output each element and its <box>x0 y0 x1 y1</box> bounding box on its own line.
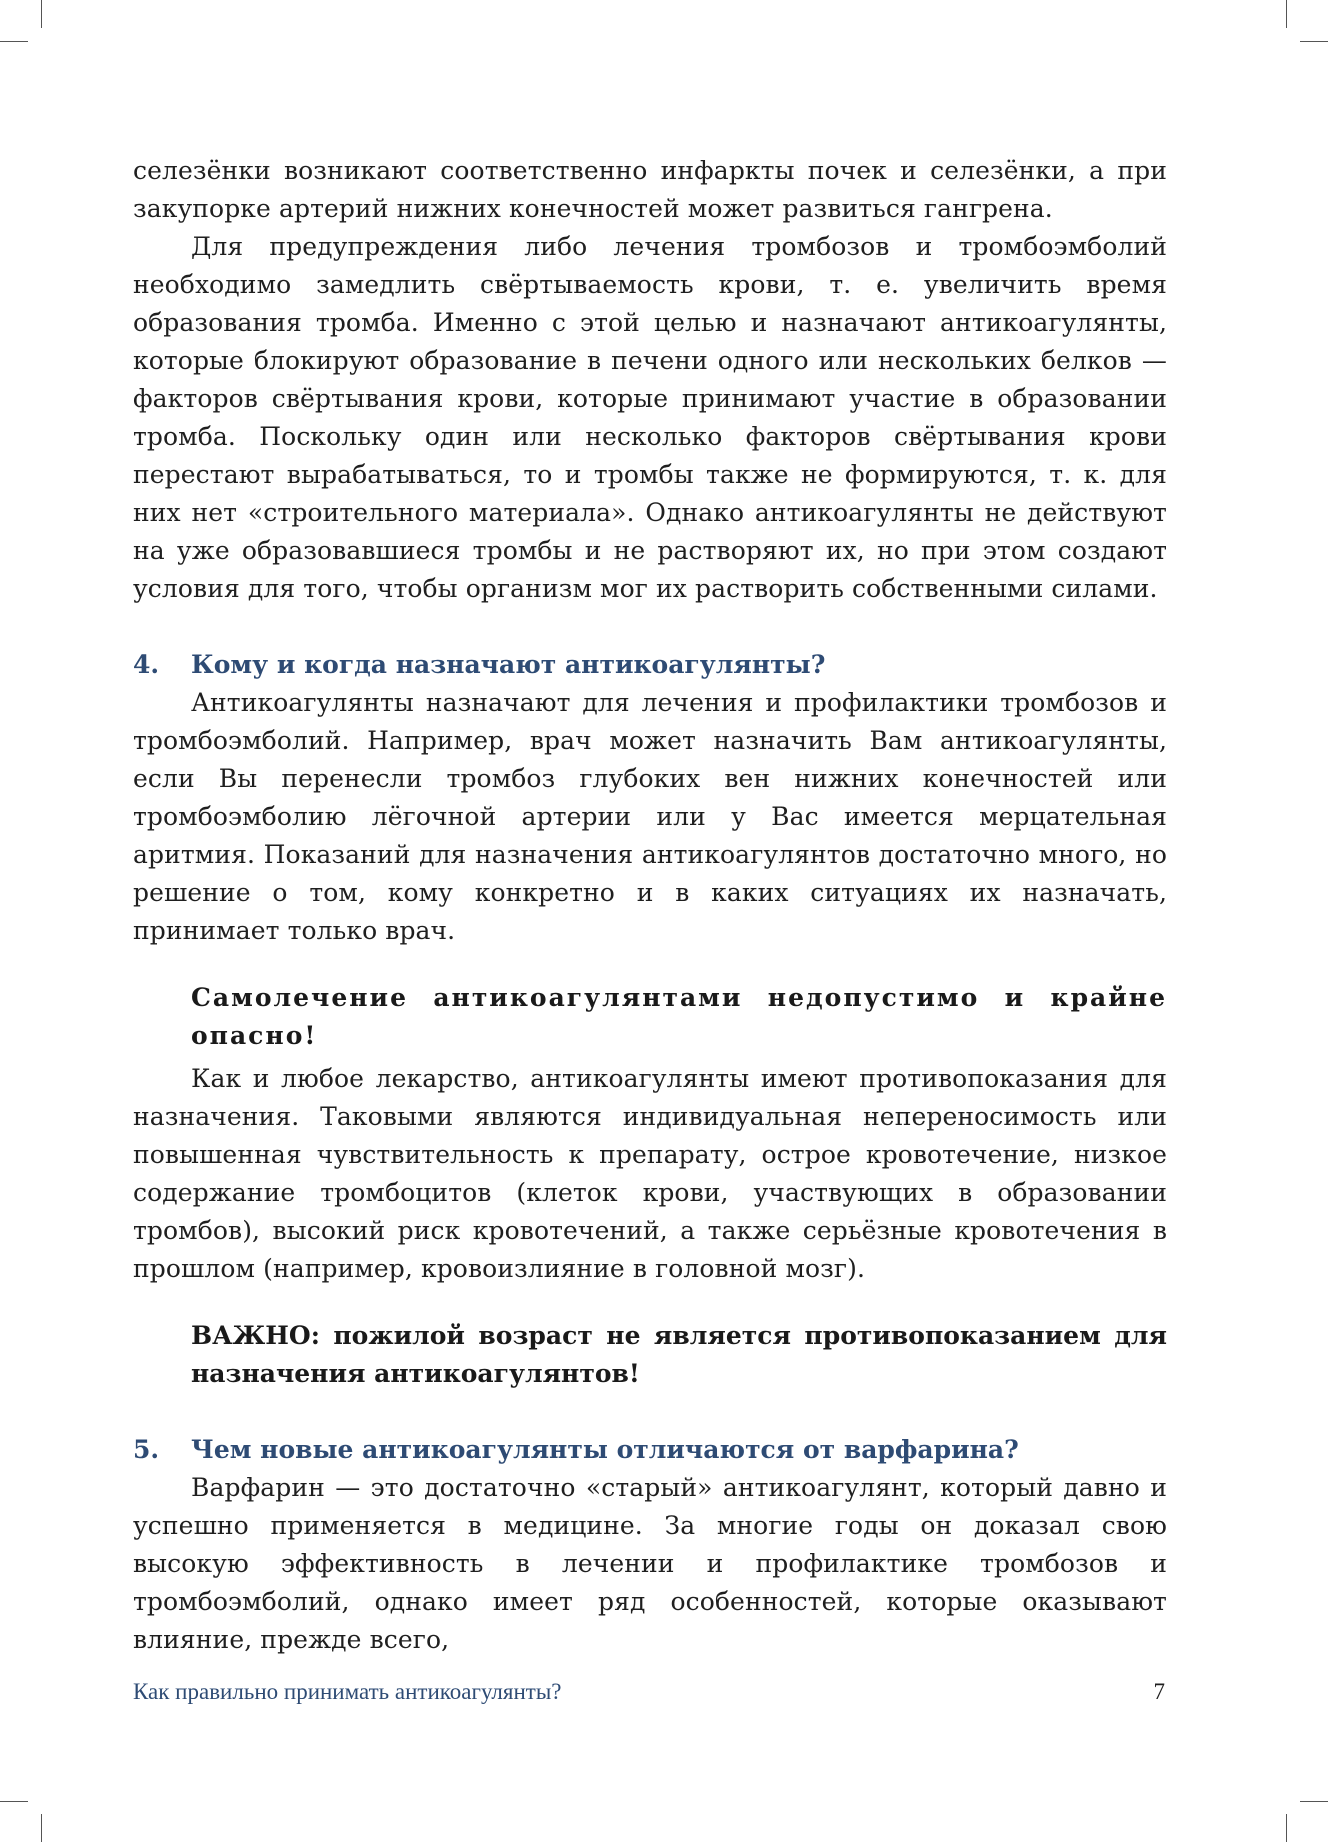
section-4-title: Кому и когда назначают антикоагулянты? <box>191 650 826 679</box>
crop-mark-bottom-left-h <box>0 1801 28 1802</box>
anticoagulants-paragraph: Для предупреждения либо лечения тромбозов и тромбоэмболий необходимо замедлить свёртываемость крови, т. е. увеличить время образования тромба. Именно с этой целью и назначают антикоагулянты, которые блокируют образование в печени одного или нескольких белков — факторов свёртывания крови, которые принимают участие в образовании тромба. Поскольку один или несколько факторов свёртывания крови перестают вырабатываться, то и тромбы также не формируются, т. к. для них нет «строительного материала». Однако антикоагулянты не действуют на уже образовавшиеся тромбы и не растворяют их, но при этом создают условия для того, чтобы организм мог их растворить собственными силами. <box>133 232 1167 603</box>
section-5-paragraph-1: Варфарин — это достаточно «старый» антикоагулянт, который давно и успешно применяется в медицине. За многие годы он доказал свою высокую эффективность в лечении и профилактике тромбозов и тромбоэмболий, однако имеет ряд особенностей, которые оказывают влияние, прежде всего, <box>133 1473 1167 1654</box>
crop-mark-bottom-right-v <box>1286 1814 1287 1842</box>
crop-mark-top-left-v <box>41 0 42 28</box>
crop-mark-top-right-h <box>1300 41 1328 42</box>
footer-title: Как правильно принимать антикоагулянты? <box>133 1679 562 1704</box>
self-treatment-warning: Самолечение антикоагулянтами недопустимо и крайне опасно! <box>191 983 1167 1050</box>
section-5-heading <box>133 1431 1167 1469</box>
intro-paragraph: селезёнки возникают соответственно инфаркты почек и селезёнки, а при закупорке артерий нижних конечностей может развиться гангрена. <box>133 156 1167 223</box>
page-number: 7 <box>1153 1679 1165 1704</box>
crop-mark-bottom-left-v <box>41 1814 42 1842</box>
crop-mark-top-right-v <box>1286 0 1287 28</box>
section-5-title: Чем новые антикоагулянты отличаются от варфарина? <box>191 1435 1019 1464</box>
section-4-paragraph-2: Как и любое лекарство, антикоагулянты имеют противопоказания для назначения. Таковыми являются индивидуальная непереносимость или повышенная чувствительность к препарату, острое кровотечение, низкое содержание тромбоцитов (клеток крови, участвующих в образовании тромбов), высокий риск кровотечений, а также серьёзные кровотечения в прошлом (например, кровоизлияние в головной мозг). <box>133 1064 1167 1283</box>
section-4-heading <box>133 646 1167 684</box>
important-note: ВАЖНО: пожилой возраст не является противопоказанием для назначения антикоагулянтов! <box>191 1321 1167 1388</box>
crop-mark-top-left-h <box>0 41 28 42</box>
section-5-number: 5. <box>133 1435 160 1464</box>
section-4-number: 4. <box>133 650 160 679</box>
page-content <box>133 152 1167 1659</box>
crop-mark-bottom-right-h <box>1300 1801 1328 1802</box>
section-4-paragraph-1: Антикоагулянты назначают для лечения и профилактики тромбозов и тромбоэмболий. Например, врач может назначить Вам антикоагулянты, если Вы перенесли тромбоз глубоких вен нижних конечностей или тромбоэмболию лёгочной артерии или у Вас имеется мерцательная аритмия. Показаний для назначения антикоагулянтов достаточно много, но решение о том, кому конкретно и в каких ситуациях их назначать, принимает только врач. <box>133 688 1167 945</box>
